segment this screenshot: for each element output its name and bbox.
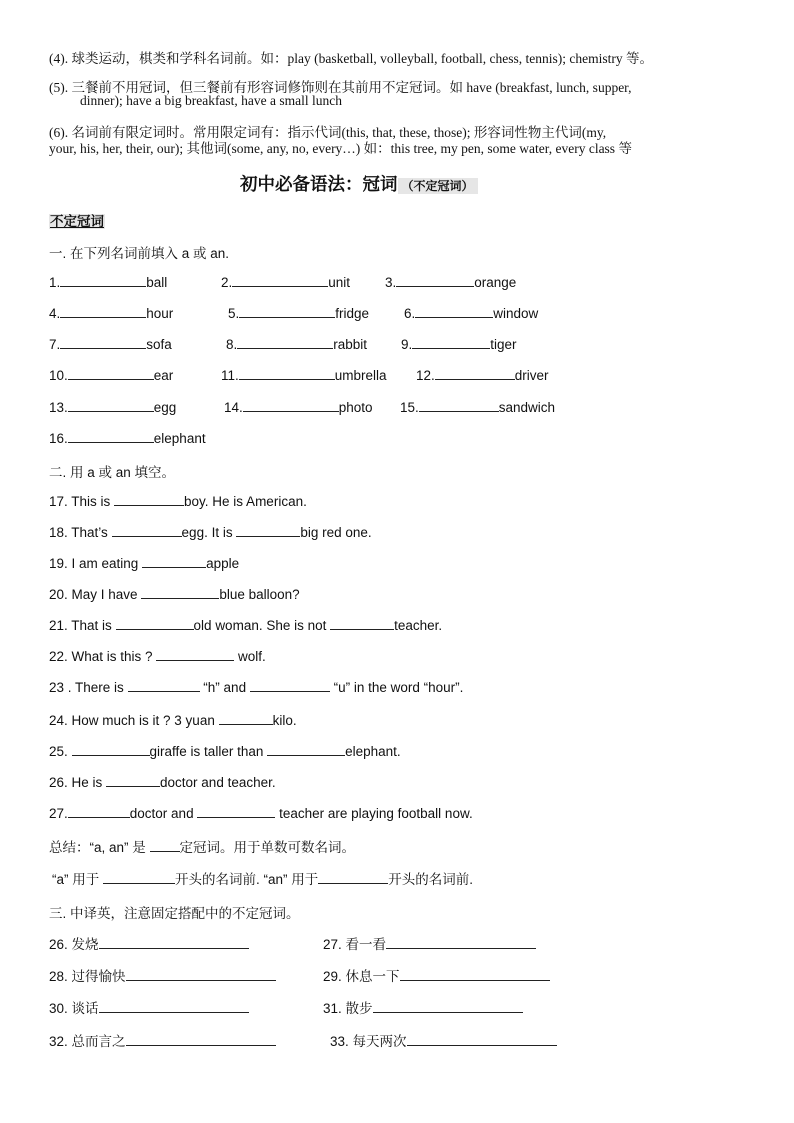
answer-blank[interactable]	[267, 743, 345, 756]
answer-blank[interactable]	[60, 305, 146, 318]
answer-blank[interactable]	[114, 493, 184, 506]
list-item: 8. rabbit	[226, 337, 368, 352]
answer-blank[interactable]	[386, 936, 536, 949]
list-item: 3. orange	[385, 275, 517, 290]
question-22: 22. What is this ? wolf.	[49, 649, 266, 664]
answer-blank[interactable]	[103, 871, 175, 884]
list-item: 14. photo	[224, 400, 373, 415]
question-25: 25. giraffe is taller than elephant.	[49, 744, 401, 759]
list-item: 15. sandwich	[400, 400, 556, 415]
question-23: 23 . There is “h” and “u” in the word “hour”.	[49, 680, 464, 695]
answer-blank[interactable]	[407, 1033, 557, 1046]
section-heading: 不定冠词	[50, 214, 104, 229]
list-item: 11. umbrella	[221, 368, 387, 383]
summary-line1: 总结：“a, an” 是 定冠词。用于单数可数名词。	[49, 840, 356, 855]
answer-blank[interactable]	[126, 1033, 276, 1046]
answer-blank[interactable]	[239, 367, 335, 380]
list-item: 4. hour	[49, 306, 174, 321]
list-item: 16. elephant	[49, 431, 206, 446]
list-item: 10. ear	[49, 368, 174, 383]
answer-blank[interactable]	[68, 399, 154, 412]
answer-blank[interactable]	[435, 367, 515, 380]
rule-6-line2: your, his, her, their, our); 其他词(some, any, no, every…) 如：this tree, my pen, some water, every class 等	[49, 141, 632, 156]
answer-blank[interactable]	[112, 524, 182, 537]
question-17: 17. This is boy. He is American.	[49, 494, 307, 509]
list-item: 13. egg	[49, 400, 177, 415]
answer-blank[interactable]	[419, 399, 499, 412]
answer-blank[interactable]	[412, 336, 490, 349]
answer-blank[interactable]	[373, 1000, 523, 1013]
answer-blank[interactable]	[150, 839, 180, 852]
list-item: 28. 过得愉快	[49, 965, 276, 985]
list-item: 33. 每天两次	[330, 1030, 557, 1050]
part2-instruction: 二. 用 a 或 an 填空。	[49, 465, 176, 480]
list-item: 1. ball	[49, 275, 168, 290]
list-item: 12. driver	[416, 368, 549, 383]
list-item: 26. 发烧	[49, 933, 249, 953]
question-18: 18. That’s egg. It is big red one.	[49, 525, 372, 540]
answer-blank[interactable]	[126, 968, 276, 981]
answer-blank[interactable]	[60, 336, 146, 349]
list-item: 9. tiger	[401, 337, 517, 352]
part3-instruction: 三. 中译英，注意固定搭配中的不定冠词。	[49, 906, 300, 921]
summary-line2: “a” 用于 开头的名词前. “an” 用于 开头的名词前.	[52, 872, 474, 887]
list-item: 2. unit	[221, 275, 351, 290]
answer-blank[interactable]	[219, 712, 273, 725]
answer-blank[interactable]	[116, 617, 194, 630]
question-21: 21. That is old woman. She is not teacher.	[49, 618, 443, 633]
answer-blank[interactable]	[415, 305, 493, 318]
question-20: 20. May I have blue balloon?	[49, 587, 300, 602]
answer-blank[interactable]	[156, 648, 234, 661]
list-item: 5. fridge	[228, 306, 370, 321]
answer-blank[interactable]	[400, 968, 550, 981]
list-item: 7. sofa	[49, 337, 172, 352]
question-24: 24. How much is it ? 3 yuan kilo.	[49, 713, 297, 728]
list-item: 30. 谈话	[49, 997, 249, 1017]
answer-blank[interactable]	[330, 617, 394, 630]
answer-blank[interactable]	[68, 367, 154, 380]
title-sub: （不定冠词）	[398, 178, 478, 194]
answer-blank[interactable]	[99, 1000, 249, 1013]
answer-blank[interactable]	[68, 430, 154, 443]
question-26: 26. He is doctor and teacher.	[49, 775, 276, 790]
list-item: 29. 休息一下	[323, 965, 550, 985]
answer-blank[interactable]	[68, 805, 130, 818]
answer-blank[interactable]	[141, 586, 219, 599]
answer-blank[interactable]	[318, 871, 388, 884]
question-27: 27. doctor and teacher are playing football now.	[49, 806, 473, 821]
question-19: 19. I am eating apple	[49, 556, 240, 571]
rule-5-line1: (5). 三餐前不用冠词，但三餐前有形容词修饰则在其前用不定冠词。如 have (breakfast, lunch, supper,	[49, 80, 632, 95]
list-item: 32. 总而言之	[49, 1030, 276, 1050]
answer-blank[interactable]	[99, 936, 249, 949]
answer-blank[interactable]	[232, 274, 328, 287]
answer-blank[interactable]	[197, 805, 275, 818]
answer-blank[interactable]	[236, 524, 300, 537]
answer-blank[interactable]	[396, 274, 474, 287]
list-item: 6. window	[404, 306, 539, 321]
answer-blank[interactable]	[106, 774, 160, 787]
answer-blank[interactable]	[128, 679, 200, 692]
title-main: 初中必备语法：冠词	[240, 175, 398, 195]
answer-blank[interactable]	[142, 555, 206, 568]
list-item: 31. 散步	[323, 997, 523, 1017]
list-item: 27. 看一看	[323, 933, 536, 953]
answer-blank[interactable]	[250, 679, 330, 692]
answer-blank[interactable]	[243, 399, 339, 412]
rule-4: (4). 球类运动，棋类和学科名词前。如：play (basketball, volleyball, football, chess, tennis); chemistry 等。	[49, 51, 654, 66]
rule-5-line2: dinner); have a big breakfast, have a small lunch	[80, 93, 343, 108]
part1-instruction: 一. 在下列名词前填入 a 或 an.	[49, 246, 230, 261]
rule-6-line1: (6). 名词前有限定词时。常用限定词有：指示代词(this, that, these, those); 形容词性物主代词(my,	[49, 125, 607, 140]
answer-blank[interactable]	[72, 743, 150, 756]
answer-blank[interactable]	[60, 274, 146, 287]
answer-blank[interactable]	[237, 336, 333, 349]
page-title	[240, 171, 478, 196]
answer-blank[interactable]	[239, 305, 335, 318]
